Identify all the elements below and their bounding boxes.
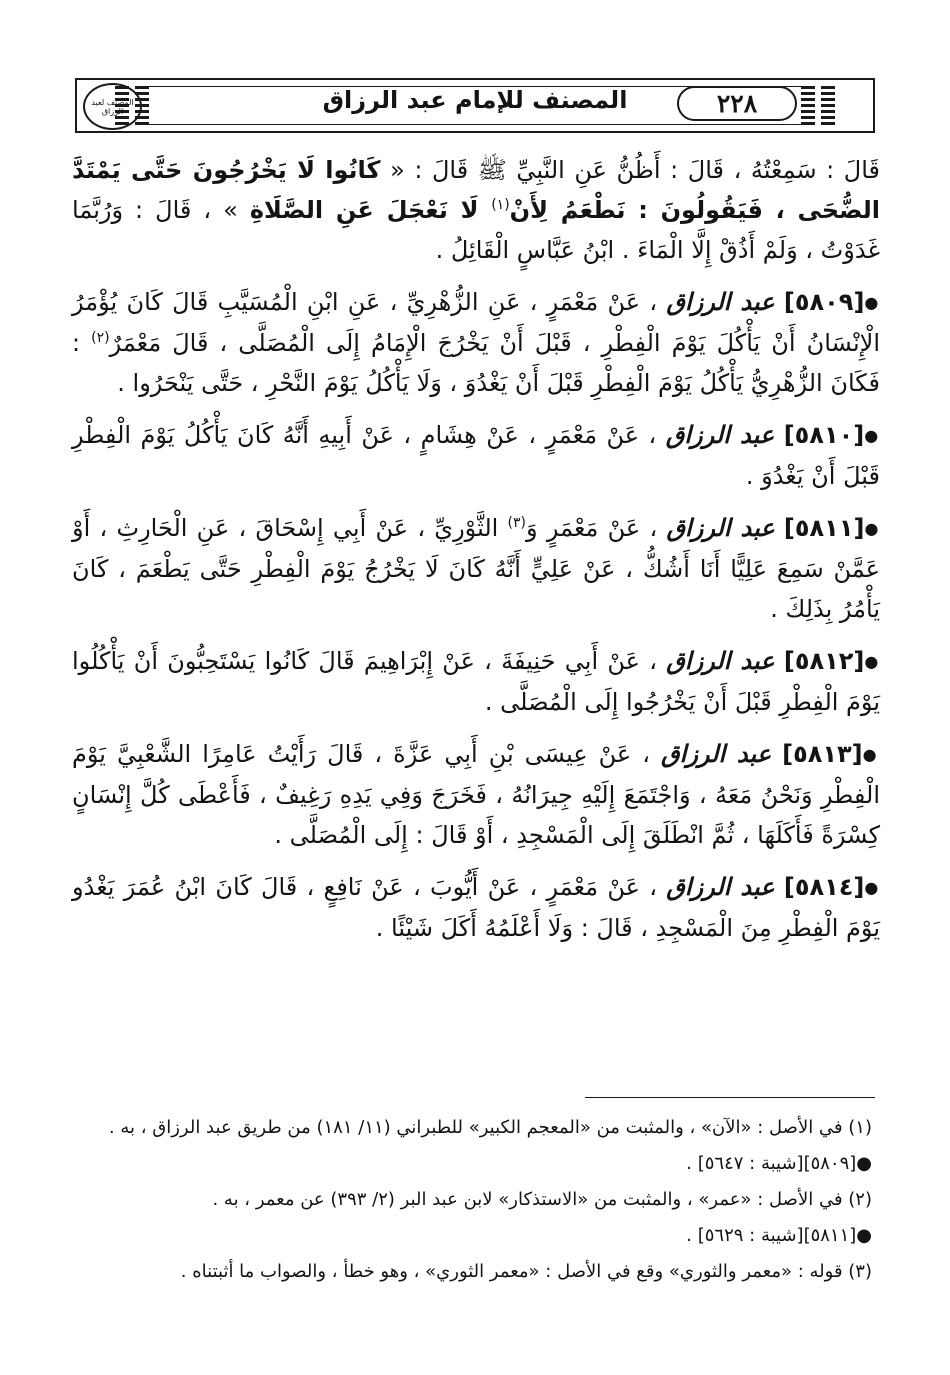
hadith-5812: [72, 641, 880, 722]
intro-text-a: قَالَ : سَمِعْتُهُ ، قَالَ : أَظُنُّ عَنِ النَّبِيِّ ﷺ قَالَ : «: [380, 156, 881, 184]
hadith-text-b: الثَّوْرِيِّ ، عَنْ أَبِي إِسْحَاقَ ، عَنِ الْحَارِثِ ، أَوْ عَمَّنْ سَمِعَ عَلِيًّا أَنَا أَشُكُّ ، عَنْ عَلِيٍّ أَنَّهُ كَانَ لَا يَخْرُجُ يَوْمَ الْفِطْرِ حَتَّى يَطْعَمَ ، كَانَ يَأْمُرُ بِذَلِكَ .: [72, 514, 880, 623]
ornament-right-outer: [821, 84, 835, 125]
hadith-5813: [72, 734, 880, 855]
hadith-text-b: : فَكَانَ الزُّهْرِيُّ يَأْكُلُ يَوْمَ الْفِطْرِ قَبْلَ أَنْ يَغْدُوَ ، وَلَا يَأْكُلُ يَوْمَ النَّحْرِ ، حَتَّى يَنْحَرُوا .: [72, 329, 880, 397]
running-title: المصنف للإمام عبد الرزاق: [322, 86, 628, 114]
hadith-5809: [72, 282, 880, 403]
hadith-number: [٥٨١٣]: [782, 740, 863, 768]
intro-quote-a: كَانُوا لَا يَخْرُجُونَ حَتَّى يَمْتَدَّ الضُّحَى ، فَيَقُولُونَ : نَطْعَمُ لِأَنْ: [72, 156, 880, 224]
footnote-marker-1: (١): [491, 197, 510, 213]
source-name: عبد الرزاق: [665, 420, 775, 449]
main-text: [72, 150, 880, 948]
hadith-text-a: ، عَنْ أَبِي حَنِيفَةَ ، عَنْ إِبْرَاهِيمَ قَالَ كَانُوا يَسْتَحِبُّونَ أَنْ يَأْكُلُوا يَوْمَ الْفِطْرِ قَبْلَ أَنْ يَخْرُجُوا إِلَى الْمُصَلَّى .: [72, 647, 880, 716]
source-name: عبد الرزاق: [666, 872, 775, 901]
ornament-right-inner: [801, 84, 815, 125]
source-name: عبد الرزاق: [666, 513, 775, 542]
source-name: عبد الرزاق: [661, 739, 772, 768]
hadith-bullet-icon: ●: [864, 519, 881, 538]
book-seal-logo: [83, 83, 142, 130]
seal-text: المصنف لعبد الرزاق: [91, 97, 134, 116]
page-number-text: ٢٢٨: [716, 89, 758, 118]
hadith-number: [٥٨١٤]: [783, 873, 865, 901]
page-number: [677, 89, 797, 118]
hadith-bullet-icon: ●: [864, 652, 880, 671]
footnote-marker-3: (٣): [507, 515, 527, 531]
hadith-text-a: ، عَنْ مَعْمَرٍ وَ: [526, 514, 667, 542]
hadith-5814: [72, 867, 880, 948]
footnote-2: (٢) في الأصل : «عمر» ، والمثبت من «الاستذكار» لابن عبد البر (٢/ ٣٩٣) عن معمر ، به .: [212, 1189, 872, 1210]
footnote-ref-5811: ●[٥٨١١][شيبة : ٥٦٢٩] .: [686, 1225, 872, 1246]
page-header: [75, 78, 875, 133]
intro-text-b: » ، قَالَ : وَرُبَّمَا غَدَوْتُ ، وَلَمْ أَذُقْ إِلَّا الْمَاءَ . ابْنُ عَبَّاسٍ الْقَائِلُ .: [72, 196, 880, 264]
hadith-number: [٥٨١٢]: [783, 647, 865, 675]
hadith-number: [٥٨١١]: [783, 514, 865, 542]
footnote-marker-2: (٢): [91, 330, 110, 346]
footnote-1: (١) في الأصل : «الآن» ، والمثبت من «المعجم الكبير» للطبراني (١١/ ١٨١) من طريق عبد الرزاق ، به .: [108, 1117, 872, 1138]
hadith-bullet-icon: ●: [862, 745, 880, 764]
hadith-5810: [72, 415, 880, 496]
hadith-text-a: ، عَنْ مَعْمَرٍ ، عَنِ الزُّهْرِيِّ ، عَنِ ابْنِ الْمُسَيَّبِ قَالَ كَانَ يُؤْمَرُ الْإِنْسَانُ أَنْ يَأْكُلَ يَوْمَ الْفِطْرِ ، قَبْلَ أَنْ يَخْرُجَ الْإِمَامُ إِلَى الْمُصَلَّى ، قَالَ مَعْمَرٌ: [72, 288, 881, 357]
source-name: عبد الرزاق: [666, 287, 775, 316]
hadith-bullet-icon: ●: [864, 293, 881, 312]
footnote-ref-5809: ●[٥٨٠٩][شيبة : ٥٦٤٧] .: [686, 1153, 872, 1174]
intro-paragraph: [72, 150, 880, 270]
hadith-text-a: ، عَنْ مَعْمَرٍ ، عَنْ هِشَامٍ ، عَنْ أَبِيهِ أَنَّهُ كَانَ يَأْكُلُ يَوْمَ الْفِطْرِ قَبْلَ أَنْ يَغْدُوَ .: [72, 421, 880, 490]
footnote-3: (٣) قوله : «معمر والثوري» وقع في الأصل : «معمر الثوري» ، وهو خطأ ، والصواب ما أثبتناه .: [180, 1261, 872, 1282]
hadith-number: [٥٨٠٩]: [783, 288, 865, 316]
hadith-5811: [72, 508, 880, 629]
hadith-number: [٥٨١٠]: [783, 421, 865, 449]
page-number-frame: [677, 86, 797, 121]
source-name: عبد الرزاق: [666, 646, 775, 675]
footnotes: [72, 1110, 872, 1290]
hadith-text-a: ، عَنْ عِيسَى بْنِ أَبِي عَزَّةَ ، قَالَ رَأَيْتُ عَامِرًا الشَّعْبِيَّ يَوْمَ الْفِطْرِ وَنَحْنُ مَعَهُ ، وَاجْتَمَعَ إِلَيْهِ جِيرَانُهُ ، فَخَرَجَ وَفِي يَدِهِ رَغِيفٌ ، فَأَعْطَى كُلَّ إِنْسَانٍ كِسْرَةً فَأَكَلَهَا ، ثُمَّ انْطَلَقَ إِلَى الْمَسْجِدِ ، أَوْ قَالَ : إِلَى الْمُصَلَّى .: [72, 740, 880, 849]
hadith-bullet-icon: ●: [864, 878, 880, 897]
footnote-divider: [585, 1097, 875, 1098]
intro-quote-b: لَا نَعْجَلَ عَنِ الصَّلَاةِ: [249, 196, 492, 224]
hadith-bullet-icon: ●: [864, 426, 881, 445]
hadith-text-a: ، عَنْ مَعْمَرٍ ، عَنْ أَيُّوبَ ، عَنْ نَافِعٍ ، قَالَ كَانَ ابْنُ عُمَرَ يَغْدُو يَوْمَ الْفِطْرِ مِنَ الْمَسْجِدِ ، قَالَ : وَلَا أَعْلَمُهُ أَكَلَ شَيْئًا .: [72, 873, 880, 942]
